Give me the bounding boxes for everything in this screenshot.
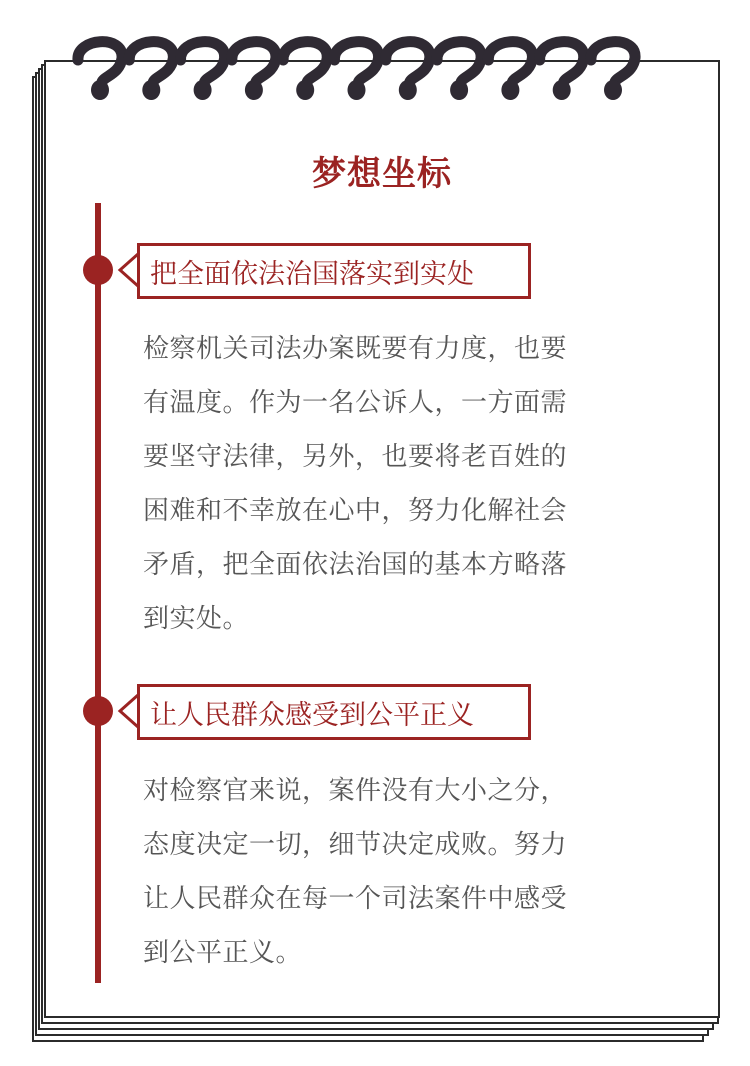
body-line: 让人民群众在每一个司法案件中感受 [143,884,568,914]
spiral-ring-icon [488,42,532,100]
section-heading [137,243,531,299]
spiral-ring-icon [334,42,378,100]
spiral-ring-icon [232,42,276,100]
spiral-ring-icon [437,42,481,100]
timeline-dot-icon [83,255,113,285]
spiral-binding [0,0,750,120]
body-line: 到公平正义。 [143,938,303,968]
section-heading-text: 让人民群众感受到公平正义 [150,699,474,731]
spiral-ring-icon [386,42,430,100]
spiral-ring-icon [181,42,225,100]
page-title: 梦想坐标 [312,154,452,194]
body-line: 矛盾，把全面依法治国的基本方略落 [143,550,568,580]
section-heading [137,684,531,740]
spiral-ring-icon [283,42,327,100]
body-line: 有温度。作为一名公诉人，一方面需 [143,388,568,418]
body-line: 要坚守法律，另外，也要将老百姓的 [143,442,568,472]
section-body [143,764,613,980]
body-line: 困难和不幸放在心中，努力化解社会 [143,496,568,526]
spiral-ring-icon [591,42,635,100]
body-line: 态度决定一切，细节决定成败。努力 [143,830,568,860]
spiral-ring-icon [78,42,122,100]
body-line: 对检察官来说，案件没有大小之分， [143,776,568,806]
spiral-ring-icon [540,42,584,100]
section-heading-text: 把全面依法治国落实到实处 [150,258,474,290]
timeline-line [95,203,101,983]
spiral-ring-icon [129,42,173,100]
section-body [143,322,613,646]
body-line: 到实处。 [143,604,250,634]
timeline-dot-icon [83,696,113,726]
body-line: 检察机关司法办案既要有力度，也要 [143,334,568,364]
